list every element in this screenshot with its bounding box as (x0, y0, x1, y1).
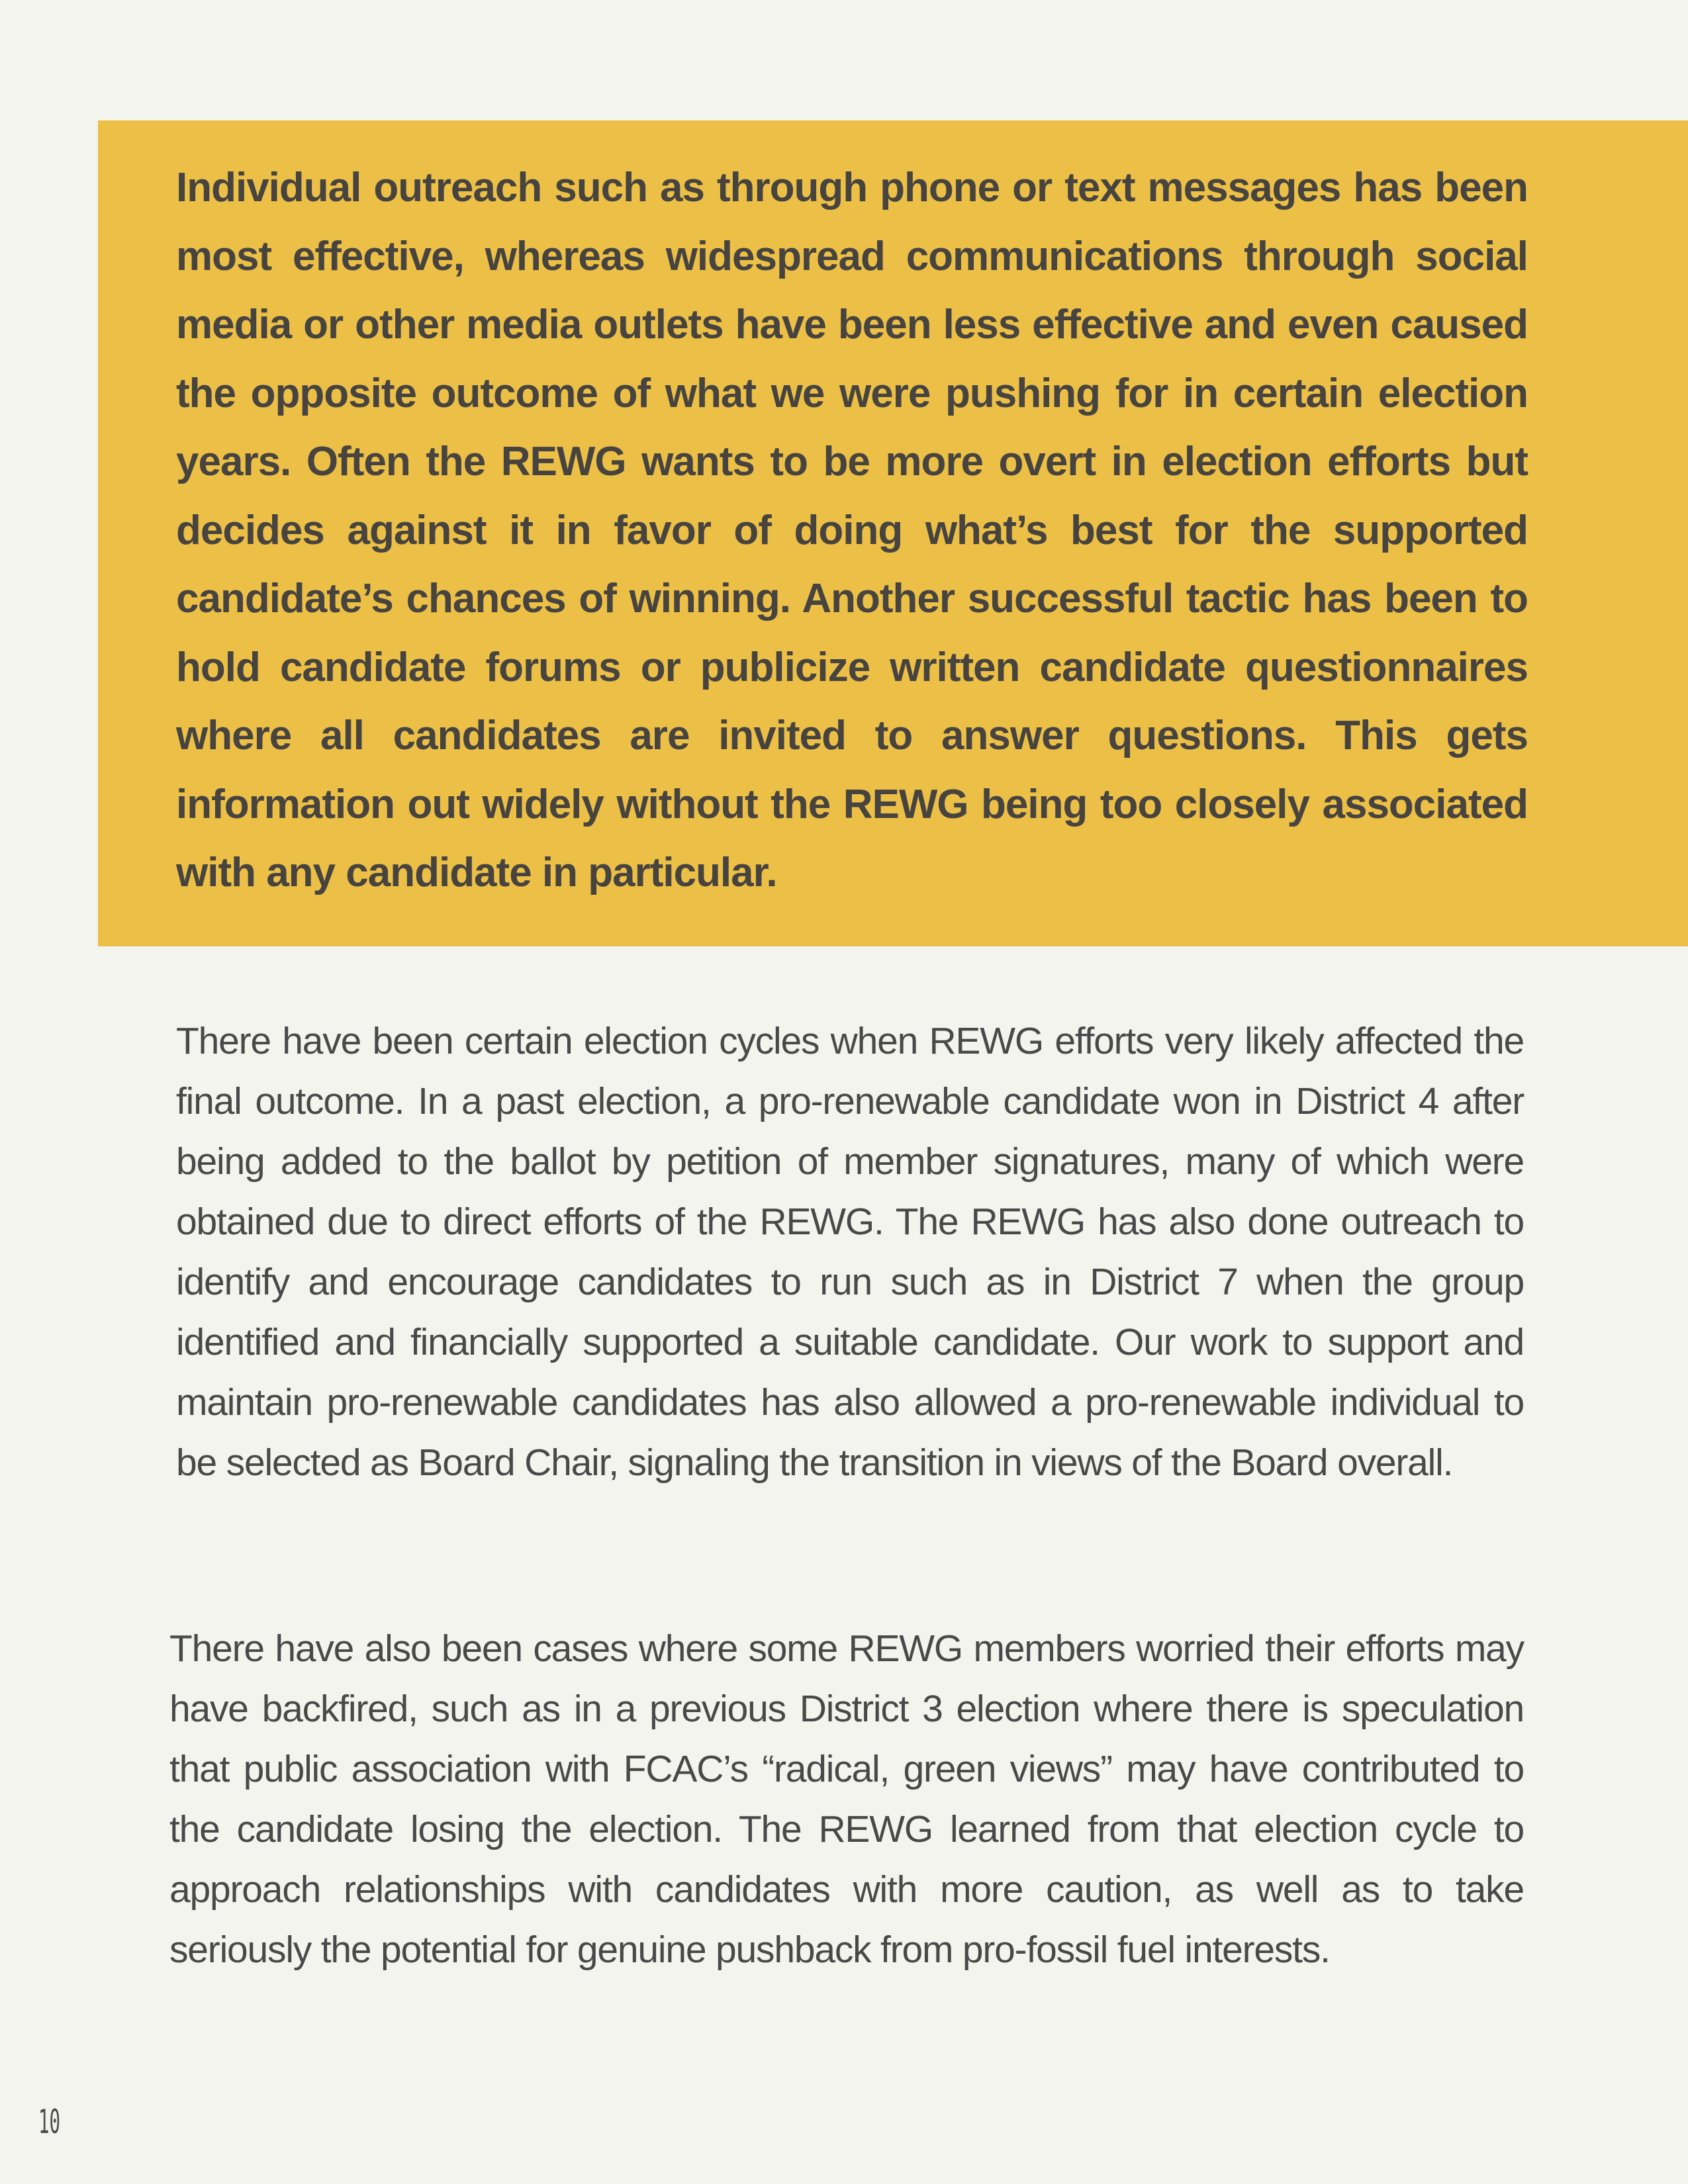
highlight-callout-box (98, 120, 1688, 946)
callout-text: Individual outreach such as through phone or text messages has been most effective, whereas widespread communications through social media or other media outlets have been less effective and even caused the opposite outcome of what we were pushing for in certain election years. Often the REWG wants to be more overt in election efforts but decides against it in favor of doing what’s best for the supported candidate’s chances of winning. Another successful tactic has been to hold candidate forums or publicize written candidate questionnaires where all candidates are invited to answer questions. This gets information out widely without the REWG being too closely associated with any candidate in particular. (176, 165, 1528, 895)
body-paragraph-backfire-cases: There have also been cases where some REWG members worried their efforts may have backfired, such as in a previous District 3 election where there is speculation that public association with FCAC’s “radical, green views” may have contributed to the candidate losing the election. The REWG learned from that election cycle to approach relationships with candidates with more caution, as well as to take seriously the potential for genuine pushback from pro-fossil fuel interests. (169, 1627, 1524, 1971)
body-paragraph-election-outcomes: There have been certain election cycles when REWG efforts very likely affected the final outcome. In a past election, a pro-renewable candidate won in District 4 after being added to the ballot by petition of member signatures, many of which were obtained due to direct efforts of the REWG. The REWG has also done outreach to identify and encourage candidates to run such as in District 7 when the group identified and financially supported a suitable candidate. Our work to support and maintain pro-renewable candidates has also allowed a pro-renewable individual to be selected as Board Chair, signaling the transition in views of the Board overall. (176, 1020, 1524, 1484)
page-number: 10 (38, 2103, 61, 2141)
